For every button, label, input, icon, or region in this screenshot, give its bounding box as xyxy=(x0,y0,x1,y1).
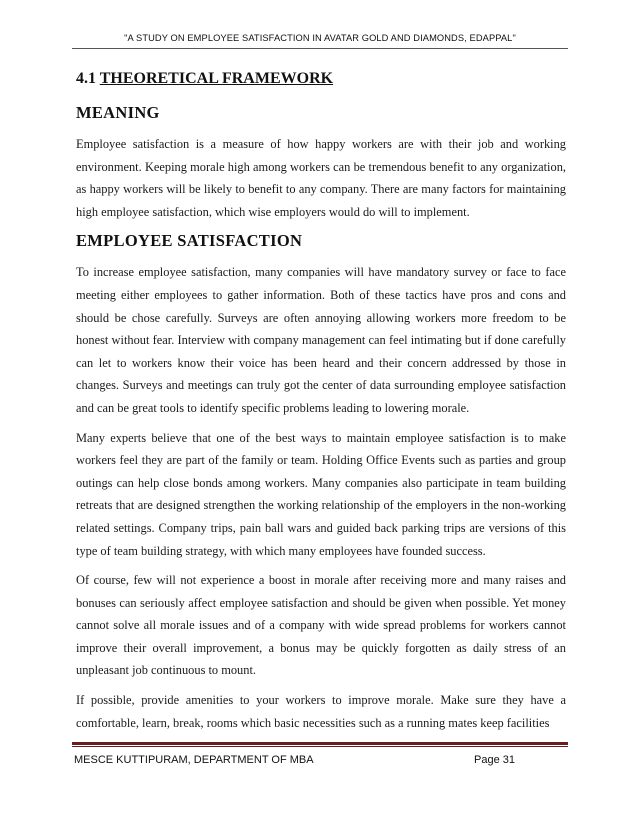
meaning-paragraph: Employee satisfaction is a measure of how happy workers are with their job and working environment. Keeping morale high among workers can be tremendous benefit to any organization, as happy workers will be likely to benefit to any company. There are many factors for maintaining high employee satisfaction, which wise employers would do will to implement. xyxy=(76,137,566,219)
body-paragraph: To increase employee satisfaction, many companies will have mandatory survey or face to face meeting either employees to gather information. Both of these tactics have pros and cons and should be chose carefully. Surveys are often annoying allowing workers more freedom to be honest without fear. Interview with company management can feel intimating but if done carefully can let to workers know their voice has been heard and their concern addressed by those in changes. Surveys and meetings can truly got the center of data surrounding employee satisfaction and can be great tools to identify specific problems leading to lowering morale. xyxy=(76,265,566,415)
footer-institution: MESCE KUTTIPURAM, DEPARTMENT OF MBA xyxy=(74,754,314,766)
body-paragraph: Of course, few will not experience a boost in morale after receiving more and many raises and bonuses can seriously affect employee satisfaction and should be given when possible. Yet money cannot solve all morale issues and of a company with wide spread problems for workers cannot improve their overall improvement, a bonus may be quickly forgotten as daily stress of an unpleasant job continuous to mount. xyxy=(76,573,566,678)
footer-rule-thin xyxy=(72,746,568,747)
body-paragraph: If possible, provide amenities to your workers to improve morale. Make sure they have a comfortable, learn, break, rooms which basic necessities such as a running mates keep facilities xyxy=(76,693,566,730)
meaning-heading: MEANING xyxy=(76,103,160,122)
page-number: Page 31 xyxy=(474,754,515,766)
footer-rule xyxy=(72,742,568,745)
body-paragraph: Many experts believe that one of the best ways to maintain employee satisfaction is to make workers feel they are part of the family or team. Holding Office Events such as parties and group outings can help close bonds among workers. Many companies also participate in team building retreats that are designed strengthen the working relationship of the employers in the non-working related settings. Company trips, pain ball wars and guided back parking trips are versions of this type of team building strategy, with which many employees have founded success. xyxy=(76,430,566,558)
running-header: "A STUDY ON EMPLOYEE SATISFACTION IN AVATAR GOLD AND DIAMONDS, EDAPPAL" xyxy=(124,33,516,43)
section-number: 4.1 xyxy=(76,70,96,87)
employee-satisfaction-heading: EMPLOYEE SATISFACTION xyxy=(76,231,303,251)
header-rule xyxy=(72,48,568,49)
page-body xyxy=(76,70,566,734)
section-heading xyxy=(76,70,566,88)
section-title: THEORETICAL FRAMEWORK xyxy=(99,70,334,87)
